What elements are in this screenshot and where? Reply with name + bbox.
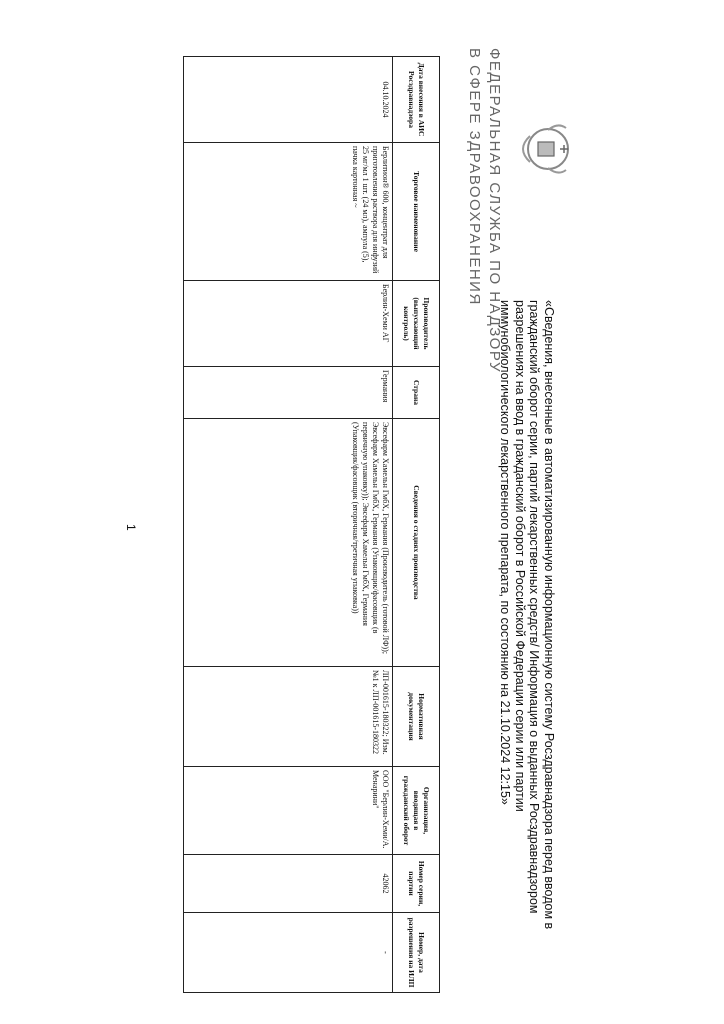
cell-series: 42062 — [184, 855, 393, 913]
header-series: Номер серии, партии — [393, 855, 440, 913]
page-number: 1 — [124, 524, 138, 531]
header-stages: Сведения о стадиях производства — [393, 419, 440, 667]
header-name: Торговое наименование — [393, 143, 440, 281]
emblem-icon — [512, 118, 574, 180]
registry-table — [183, 56, 440, 993]
cell-org: ООО "Берлин-Хеми/А. Менарини" — [184, 767, 393, 855]
document-heading: «Сведения, внесенные в автоматизированную информационную систему Росздравнадзора перед вводом в гражданский оборот серии, партий лекарственных средств/ Информация о выданных Росздравнадзором разрешениях на ввод в гражданский оборот в Российской Федерации серии или партии иммунобиологического лекарственного препарата, по состоянию на 21.10.2024 12:15» — [498, 300, 556, 930]
cell-stages: Эвсефарм Хамельн ГмбХ, Германия (Производитель (готовой ЛФ)); Эвсефарм Хамельн ГмбХ, Германия (Упаковщик/фасовщик (в первичную упаковку)); Эвсефарм Хамельн ГмбХ, Германия (Упаковщик/фасовщик (вторичная/третичная упаковка)) — [184, 419, 393, 667]
cell-name: Берлитион® 600, концентрат для приготовления раствора для инфузий 25 мг/мл 1 шт. (24 мл), ампула (5), пачка картонная ~ — [184, 143, 393, 281]
cell-docs: ЛП-001615-180322; Изм. №1 к ЛП-001615-180322 — [184, 667, 393, 767]
header-manufacturer: Производитель (выпускающий контроль) — [393, 281, 440, 367]
header-date: Дата внесения в АИС Росздравнадзора — [393, 57, 440, 143]
cell-manufacturer: Берлин-Хеми АГ — [184, 281, 393, 367]
cell-permit: - — [184, 913, 393, 993]
table-row — [184, 57, 393, 993]
table-header-row — [393, 57, 440, 993]
header-org: Организация, вводящая в гражданский оборот — [393, 767, 440, 855]
header-permit: Номер, дата разрешения на ИЛП — [393, 913, 440, 993]
agency-line-1: ФЕДЕРАЛЬНАЯ СЛУЖБА ПО НАДЗОРУ — [486, 48, 503, 374]
cell-date: 04.10.2024 — [184, 57, 393, 143]
agency-line-2: В СФЕРЕ ЗДРАВООХРАНЕНИЯ — [466, 48, 483, 306]
header-docs: Нормативная документация — [393, 667, 440, 767]
cell-country: Германия — [184, 367, 393, 419]
header-country: Страна — [393, 367, 440, 419]
